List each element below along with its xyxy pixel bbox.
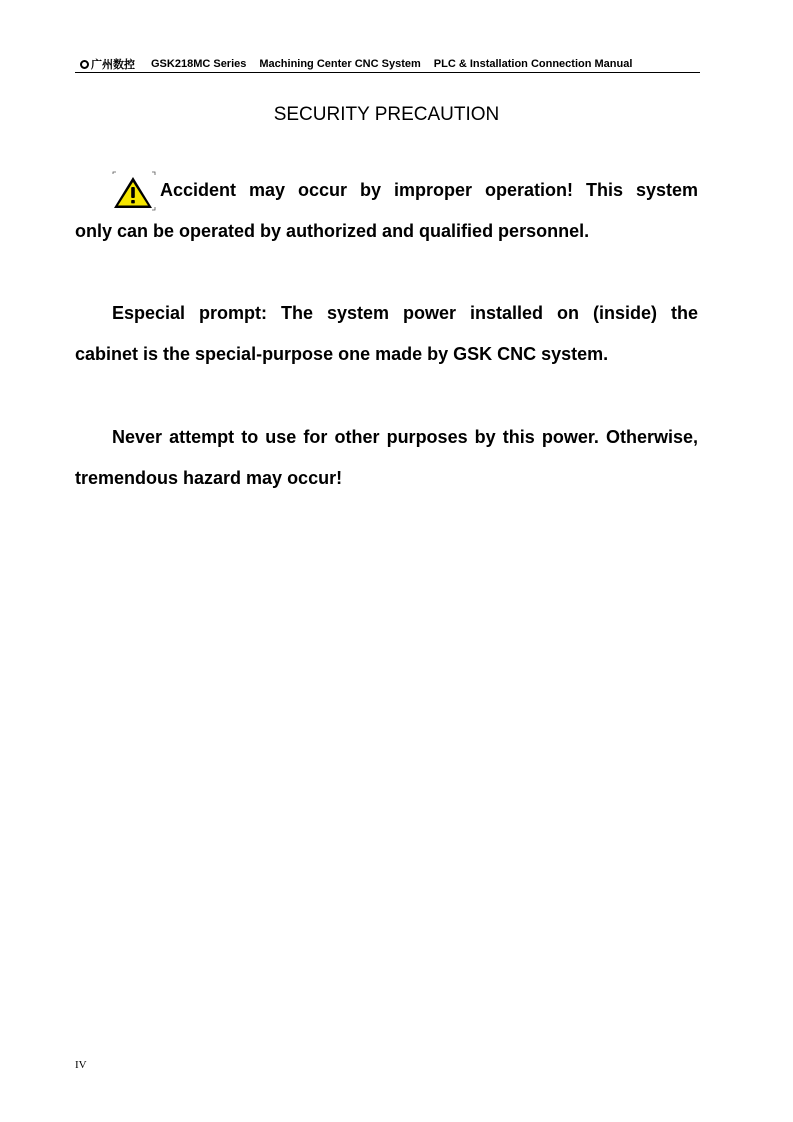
page-title: SECURITY PRECAUTION (273, 104, 500, 125)
header-series: GSK218MC Series (151, 58, 247, 70)
logo-mark-icon (80, 60, 89, 69)
warning-triangle-icon (112, 171, 156, 211)
caution-paragraph (75, 417, 698, 499)
warning-paragraph (75, 170, 698, 252)
caution-text-line-1: Never attempt to use for other purposes by this power. Otherwise, (112, 427, 698, 447)
page-number: IV (75, 1059, 87, 1071)
prompt-paragraph (75, 293, 698, 375)
prompt-text-line-2: cabinet is the special-purpose one made by GSK CNC system. (75, 344, 609, 364)
warning-text-line-2: only can be operated by authorized and qualified personnel. (75, 221, 590, 241)
warning-line-1 (75, 170, 698, 211)
prompt-text-line-1: Especial prompt: The system power installed on (inside) the (112, 303, 698, 323)
page-header (75, 56, 700, 73)
header-system: Machining Center CNC System (259, 58, 421, 70)
caution-text-line-2: tremendous hazard may occur! (75, 468, 343, 488)
logo-text: 广州数控 (91, 58, 135, 71)
gsk-logo (80, 56, 135, 72)
warning-text-line-1: Accident may occur by improper operation! This system (160, 180, 698, 200)
header-manual: PLC & Installation Connection Manual (433, 58, 633, 70)
